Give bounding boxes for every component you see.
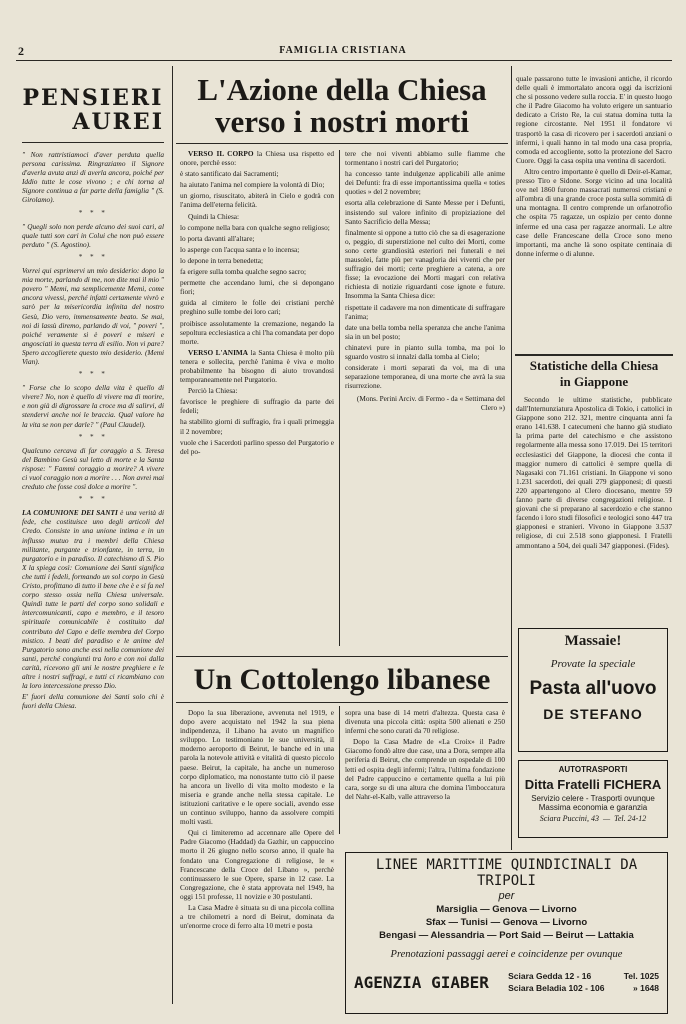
deir-paragraph-1: quale passarono tutte le invasioni antiche, il ricordo delle quali è immortalato ancora oggi da iscrizioni che si possono vedere sulla roccia. E' in questo luogo che il Padre Giacomo ha voluto erigere un santuario dedicato a Cristo Re, la cui statua domina tutta la regione circostante. Nel 1951 il fondatore vi trasportò la casa di ricovero per i sacerdoti anziani o infermi, i quali hanno in tal modo una casa propria, comoda ed accogliente, sotto la protezione del Sacro Cuore. Oggi la casa ospita una ventina di sacerdoti. (516, 74, 672, 165)
statistiche-paragraph: Secondo le ultime statistiche, pubblicate dall'Internunziatura Apostolica di Tokio, i cattolici in Giappone sono 212. 321, mentre cinquanta anni fa erano 141.638. I catecumeni che hanno già studiato la prima parte del catechismo e che assistono regolarmente alla messa sono 17.019. Dei 15 territori ecclesiastici del Giappone, la diocesi che conta il maggior numero di cattolici è sempre quella di Nagasaki con 71.161 cristiani. In Giappone vi sono 1.231 sacerdoti, dei quali 279 giapponesi; di questi 220 appartengono al Clero diocesano, mentre 59 fanno parte di diverse congregazioni religiose. I giovani che si preparano al sacerdozio e che stanno facendo i loro studi filosofici e teologici sono 447 tra giapponesi e stranieri. Vivono in Giappone 3.537 religiose, di cui 2.518 sono giapponesi. I Fratelli ammontano a 504, dei quali 347 giapponesi. (Fides). (516, 395, 672, 550)
ad-fichera-line1: Servizio celere - Trasporti ovunque (531, 794, 655, 803)
quote-memi: Vorrei qui esprimervi un mio desiderio: dopo la mia morte, parlando di me, non dite mai il mio " povero " Memi, ma semplicemente Memi, come ancora vivessi, perché infatti certamente vivrò e sarò per la misericordia infinita del nostro Gesù, Dio vero, immensamente beato. Se mai, noi di lassù diremo, parlando di voi, " poveri ", poiché veramente si è poveri e miseri e angosciati in questa terra di esilio. Non vi pare? Spero accoglierete questo mio desiderio. (Memi Vian). (22, 266, 164, 366)
cottolengo-title: Un Cottolengo libanese (193, 663, 491, 696)
stars-separator: * * * (78, 432, 108, 441)
comunione-title: LA COMUNIONE DEI SANTI (22, 508, 118, 518)
pensieri-title: PENSIERI AUREI (22, 85, 164, 135)
cottolengo-column-2 (345, 708, 505, 836)
ad-fichera-name: Ditta Fratelli FICHERA (524, 777, 662, 792)
azione-col1-line: un giorno, risuscitato, abiterà in Cielo e godrà con l'anima dell'eterna felicità. (180, 191, 334, 210)
pensieri-rule (22, 142, 164, 143)
comunione-text: è una verità di fede, che costituisce uno degli articoli del Credo. Consiste in una unione intima e in un influsso mutuo tra i membri della Chiesa militante, purgante e trionfante, in terra, in purgatorio e in paradiso. Il catechismo di S. Pio X la spiega così: Comunione dei Santi significa che tutti i fedeli, formando un sol corpo in Gesù Cristo, profittano di tutto il bene che è e si fa nel corpo stesso ossia nella Chiesa universale. Quindi tutte le parti del corpo sono solidali e intercomunicanti, capo e membro, e il tesoro spirituale comunicabile è costituito dal contributo del Capo e delle membra del Corpo mistico. I beati del paradiso e le anime del Purgatorio sono anche essi nella comunione dei santi, perché congiunti tra loro e con noi dalla carità, ricevono gli uni le nostre preghiere e le altre i nostri suffragi, e tutti ci ricambiano con la loro intercessione presso Dio. (22, 508, 164, 691)
azione-col1-line: lo depone in terra benedetta; (180, 255, 264, 265)
ad-agenzia-addr1: Sciara Gedda 12 - 16 (508, 971, 592, 981)
azione-col2-line: rispettate il cadavere ma non dimenticate di suffragare l'anima; (345, 302, 505, 321)
ad-linee-per: per (498, 890, 515, 902)
ad-agenzia-phones (624, 970, 659, 994)
azione-col1-line: vuole che i Sacerdoti parlino spesso del Purgatorio e del po- (180, 437, 334, 456)
ad-linee-marittime (345, 852, 668, 1014)
azione-lead-words: VERSO IL CORPO (188, 149, 254, 158)
magazine-title: FAMIGLIA CRISTIANA (279, 45, 407, 56)
ad-massaie-sub: Provate la speciale (550, 658, 636, 670)
azione-col1-line: guida al cimitero le folle dei cristiani perchè preghino sulle tombe dei loro cari; (180, 298, 334, 317)
ad-fichera-line2: Massima economia e garanzia (538, 803, 648, 812)
cottolengo-p5: Dopo la Casa Madre de «La Croix» il Padre Giacomo fondò altre due case, una a Dora, sempre alla periferia di Beirut, che comprende un ospedale di 100 letti ed ospita degli infermi; l'altra, l'ultima fondazione del Padre cappuccino e certamente quella a lui più cara, sorge su di una altura che domina l'imboccatura del Nahr-el-Kalb, valle attraverso la (345, 737, 505, 801)
ad-massaie-brand: DE STEFANO (543, 706, 643, 722)
azione-col2-line: considerate i morti separati da voi, ma di una separazione temporanea, di una morte che avrà la sua risurrezione. (345, 363, 505, 391)
azione-col1-line: VERSO IL CORPO la Chiesa usa rispetto ed onore, perchè esso: (180, 149, 334, 168)
header-rule (16, 60, 672, 61)
ad-linee-title: LINEE MARITTIME QUINDICINALI DA TRIPOLI (375, 857, 638, 889)
azione-col2-line: esorta alla celebrazione di Sante Messe per i Defunti, insistendo sul valore infinito di propiziazione del Santo Sacrificio della Messa; (345, 198, 505, 226)
cottolengo-p3: La Casa Madre è situata su di una piccola collina a tre chilometri a nord di Beirut, dominata da un'enorme croce di ferro alta 10 metri e posta (180, 902, 334, 931)
azione-rule (176, 143, 508, 144)
azione-col2-line: ha concesso tante indulgenze applicabili alle anime dei Defunti: fra di esse importantissima quella « toties quoties » del 2 novembre; (345, 169, 505, 197)
stars-separator: * * * (78, 495, 108, 504)
ad-agenzia-tel1: Tel. 1025 (623, 971, 659, 981)
cottolengo-divider (339, 706, 340, 834)
cottolengo-column-1 (180, 708, 334, 1008)
azione-col1-line: favorisce le preghiere di suffragio da parte dei fedeli; (180, 397, 334, 416)
comunione-santi (22, 508, 164, 690)
ad-fichera-contact: Sciara Puccini, 43 — Tel. 24-12 (539, 814, 647, 823)
azione-end-rule (176, 656, 508, 657)
statistiche-title: Statistiche della Chiesa in Giappone (529, 358, 659, 389)
azione-col1-line: lo compone nella bara con qualche segno religioso; (180, 222, 330, 232)
azione-col2-line: chinatevi pure in pianto sulla tomba, ma poi lo sguardo vostro si innalzi dalla tomba al Cielo; (345, 342, 505, 361)
azione-col1-line: Perciò la Chiesa: (188, 386, 238, 396)
comunione-end: E' fuori della comunione dei Santi solo chi è fuori della Chiesa. (22, 692, 164, 711)
ad-agenzia-addr2: Sciara Beladia 102 - 106 (508, 983, 605, 993)
azione-col1-line: ha aiutato l'anima nel compiere la volontà di Dio; (180, 180, 325, 190)
quote-claudel: " Forse che lo scopo della vita è quello di vivere? No, non è quello di vivere ma di morire, e non già di digrossare la croce ma di salirvi, di stendervi anche noi le braccia. Qual valore ha la vita se non per darle? " (Paul Claudel). (22, 383, 164, 429)
right-column-text (516, 74, 672, 352)
azione-col1-line: lo asperge con l'acqua santa e lo incensa; (180, 244, 300, 254)
ad-linee-route3: Bengasi — Alessandria — Port Said — Beirut — Lattakia (379, 930, 634, 941)
page-number: 2 (18, 44, 24, 58)
quote-girolamo: " Non rattristiamoci d'aver perduta quella persona carissima. Ringraziamo il Signore d'averla avuta anzi di averla ancora, poiché per Iddio tutte le cose vivono ; e chi torna al Signore continua a far parte della famiglia " (S. Girolamo). (22, 150, 164, 205)
ad-pasta-destefano (518, 628, 668, 752)
stars-separator: * * * (78, 252, 108, 261)
stars-separator: * * * (78, 208, 108, 217)
ad-agenzia-tel2: » 1648 (633, 983, 659, 993)
azione-col2-line: date una bella tomba nella speranza che anche l'anima sia in un bel posto; (345, 322, 505, 341)
azione-col1-line: permette che accendano lumi, che si depongano fiori; (180, 278, 334, 297)
quote-teresa: Qualcuno cercava di far coraggio a S. Teresa del Bambino Gesù sul letto di morte e la Santa rispose: " Fammi coraggio a morire? A vivere ci vuol coraggio non a morire . . . Non avrei mai creduto che fosse così dolce a morire ". (22, 445, 164, 492)
column-divider-right (511, 66, 512, 850)
statistiche-text (516, 395, 672, 623)
stat-top-rule (515, 354, 673, 356)
azione-col1-line: fa erigere sulla tomba qualche segno sacro; (180, 267, 307, 277)
deir-paragraph-2: Altro centro importante è quello di Deir-el-Kamar, presso Tiro e Sidone. Sorge vicino ad una località ove nel 1860 furono massacrati numerosi cristiani e all'ombra di una grande croce posta sulla sommità di una montagna. Il centro comprende un orfanotrofio che ospita 75 ragazze, un ospizio per cento donne inferme ed una casa per ragazze anormali. Le altre case delle Francescane della Croce sono meno importanti, ma anche là sono ospitate centinaia di donne inferme o di alunne. (516, 166, 672, 258)
ad-fichera-addr: Sciara Puccini, 43 (539, 814, 600, 823)
quote-agostino: " Quegli solo non perde alcuno dei suoi cari, al quale tutti son cari in Colui che non può essere perduto " (S. Agostino). (22, 221, 164, 249)
azione-col1-line: ha stabilito giorni di suffragio, fra i quali primeggia il 2 novembre; (180, 417, 334, 436)
azione-col2-line: (Mons. Perini Arciv. di Fermo - da « Settimana del Clero ») (356, 394, 505, 413)
cottolengo-p1: Dopo la sua liberazione, avvenuta nel 1919, e dopo avere acquistato nel 1942 la sua piena indipendenza, il Libano ha avuto un magnifico sviluppo. Lo testimoniano le sue università, il moderno aeroporto di Beirut, le banche ed in una parola la notevole attività e vitalità di questo piccolo paese. Beirut, la capitale, ha anche un numeroso corpo diplomatico, ma nonostante tutto ciò il paese ha ancora un livello di vita molto modesto e la miseria e grande anche nella stessa capitale. Le istituzioni caritative e le opere sociali, avendo esse un continuo sviluppo, hanno da assolvere compiti molti vasti. (180, 708, 334, 827)
azione-col1-line: Quindi la Chiesa: (188, 211, 240, 221)
cottolengo-p4: sopra una base di 14 metri d'altezza. Questa casa è divenuta una piccola città: ospita 500 alienati e 250 infermi che sono curati da 70 religiose. (345, 708, 505, 736)
cottolengo-p2: Qui ci limiteremo ad accennare alle Opere del Padre Giacomo (Haddad) da Gazhir, un cappuccino morto il 26 giugno nello scorso anno, il quale ha fondato una Congregazione di religiose, le « Francescane della Croce del Libano », perchè continuassero le sue Opere, sparse in 12 case. La Congregazione, che è stata approvata nel 1949, ha oggi 151 professe, 11 novizie e 30 postulanti. (180, 828, 334, 901)
azione-col2-line: finalmente si oppone a tutto ciò che sa di esagerazione o, peggio, di superstizione nel culto dei Morti, come sono certe grandiosità esteriori nei funerali e nei mausolei, fatte più per vanagloria dei viventi che per suffragio dei morti; certe preghiere a catena, a ore fisse; la evocazione dei Morti magari con relativa richiesta di notizie riguardanti cose ignote e future. Insomma la Santa Chiesa dice: (345, 227, 505, 301)
ad-agenzia-addresses (508, 970, 604, 994)
azione-lead-words: VERSO L'ANIMA (188, 347, 249, 357)
ad-agenzia-row (354, 970, 659, 994)
column-divider-mid (339, 150, 340, 646)
ad-massaie-product: Pasta all'uovo (529, 678, 657, 699)
ad-linee-route2: Sfax — Tunisi — Genova — Livorno (425, 917, 588, 928)
azione-column-2 (345, 149, 505, 649)
ad-fichera-tel: Tel. 24-12 (614, 814, 647, 823)
azione-col1-line: è stato santificato dai Sacramenti; (180, 169, 279, 179)
ad-linee-route1: Marsiglia — Genova — Livorno (436, 904, 577, 915)
stars-separator: * * * (78, 370, 108, 379)
column-divider-left (172, 66, 173, 1004)
cottolengo-rule (176, 702, 508, 703)
ad-linee-prenotazioni: Prenotazioni passaggi aerei e coincidenze per ovunque (390, 949, 623, 960)
azione-col1-line: proibisce assolutamente la cremazione, negando la sepoltura ecclesiastica a chi l'ha comandata per dopo morte. (180, 318, 334, 346)
azione-title: L'Azione della Chiesa verso i nostri morti (197, 72, 487, 139)
azione-col1-line: VERSO L'ANIMA la Santa Chiesa è molto più tenera e sollecita, perchè l'anima è viva e molto probabilmente ha bisogno di aiuto trovandosi temporaneamente nel Purgatorio. (180, 347, 334, 385)
azione-column-1 (180, 149, 334, 649)
ad-massaie-title: Massaie! (564, 633, 622, 649)
ad-agenzia-name: AGENZIA GIABER (354, 972, 489, 992)
azione-col2-line: tere che noi viventi abbiamo sulle fiamme che tormentano i nostri cari del Purgatorio; (345, 149, 505, 168)
ad-fichera (518, 760, 668, 838)
pensieri-column (22, 150, 164, 1010)
ad-fichera-head: AUTOTRASPORTI (558, 765, 628, 774)
azione-col1-line: lo porta davanti all'altare; (180, 233, 255, 243)
